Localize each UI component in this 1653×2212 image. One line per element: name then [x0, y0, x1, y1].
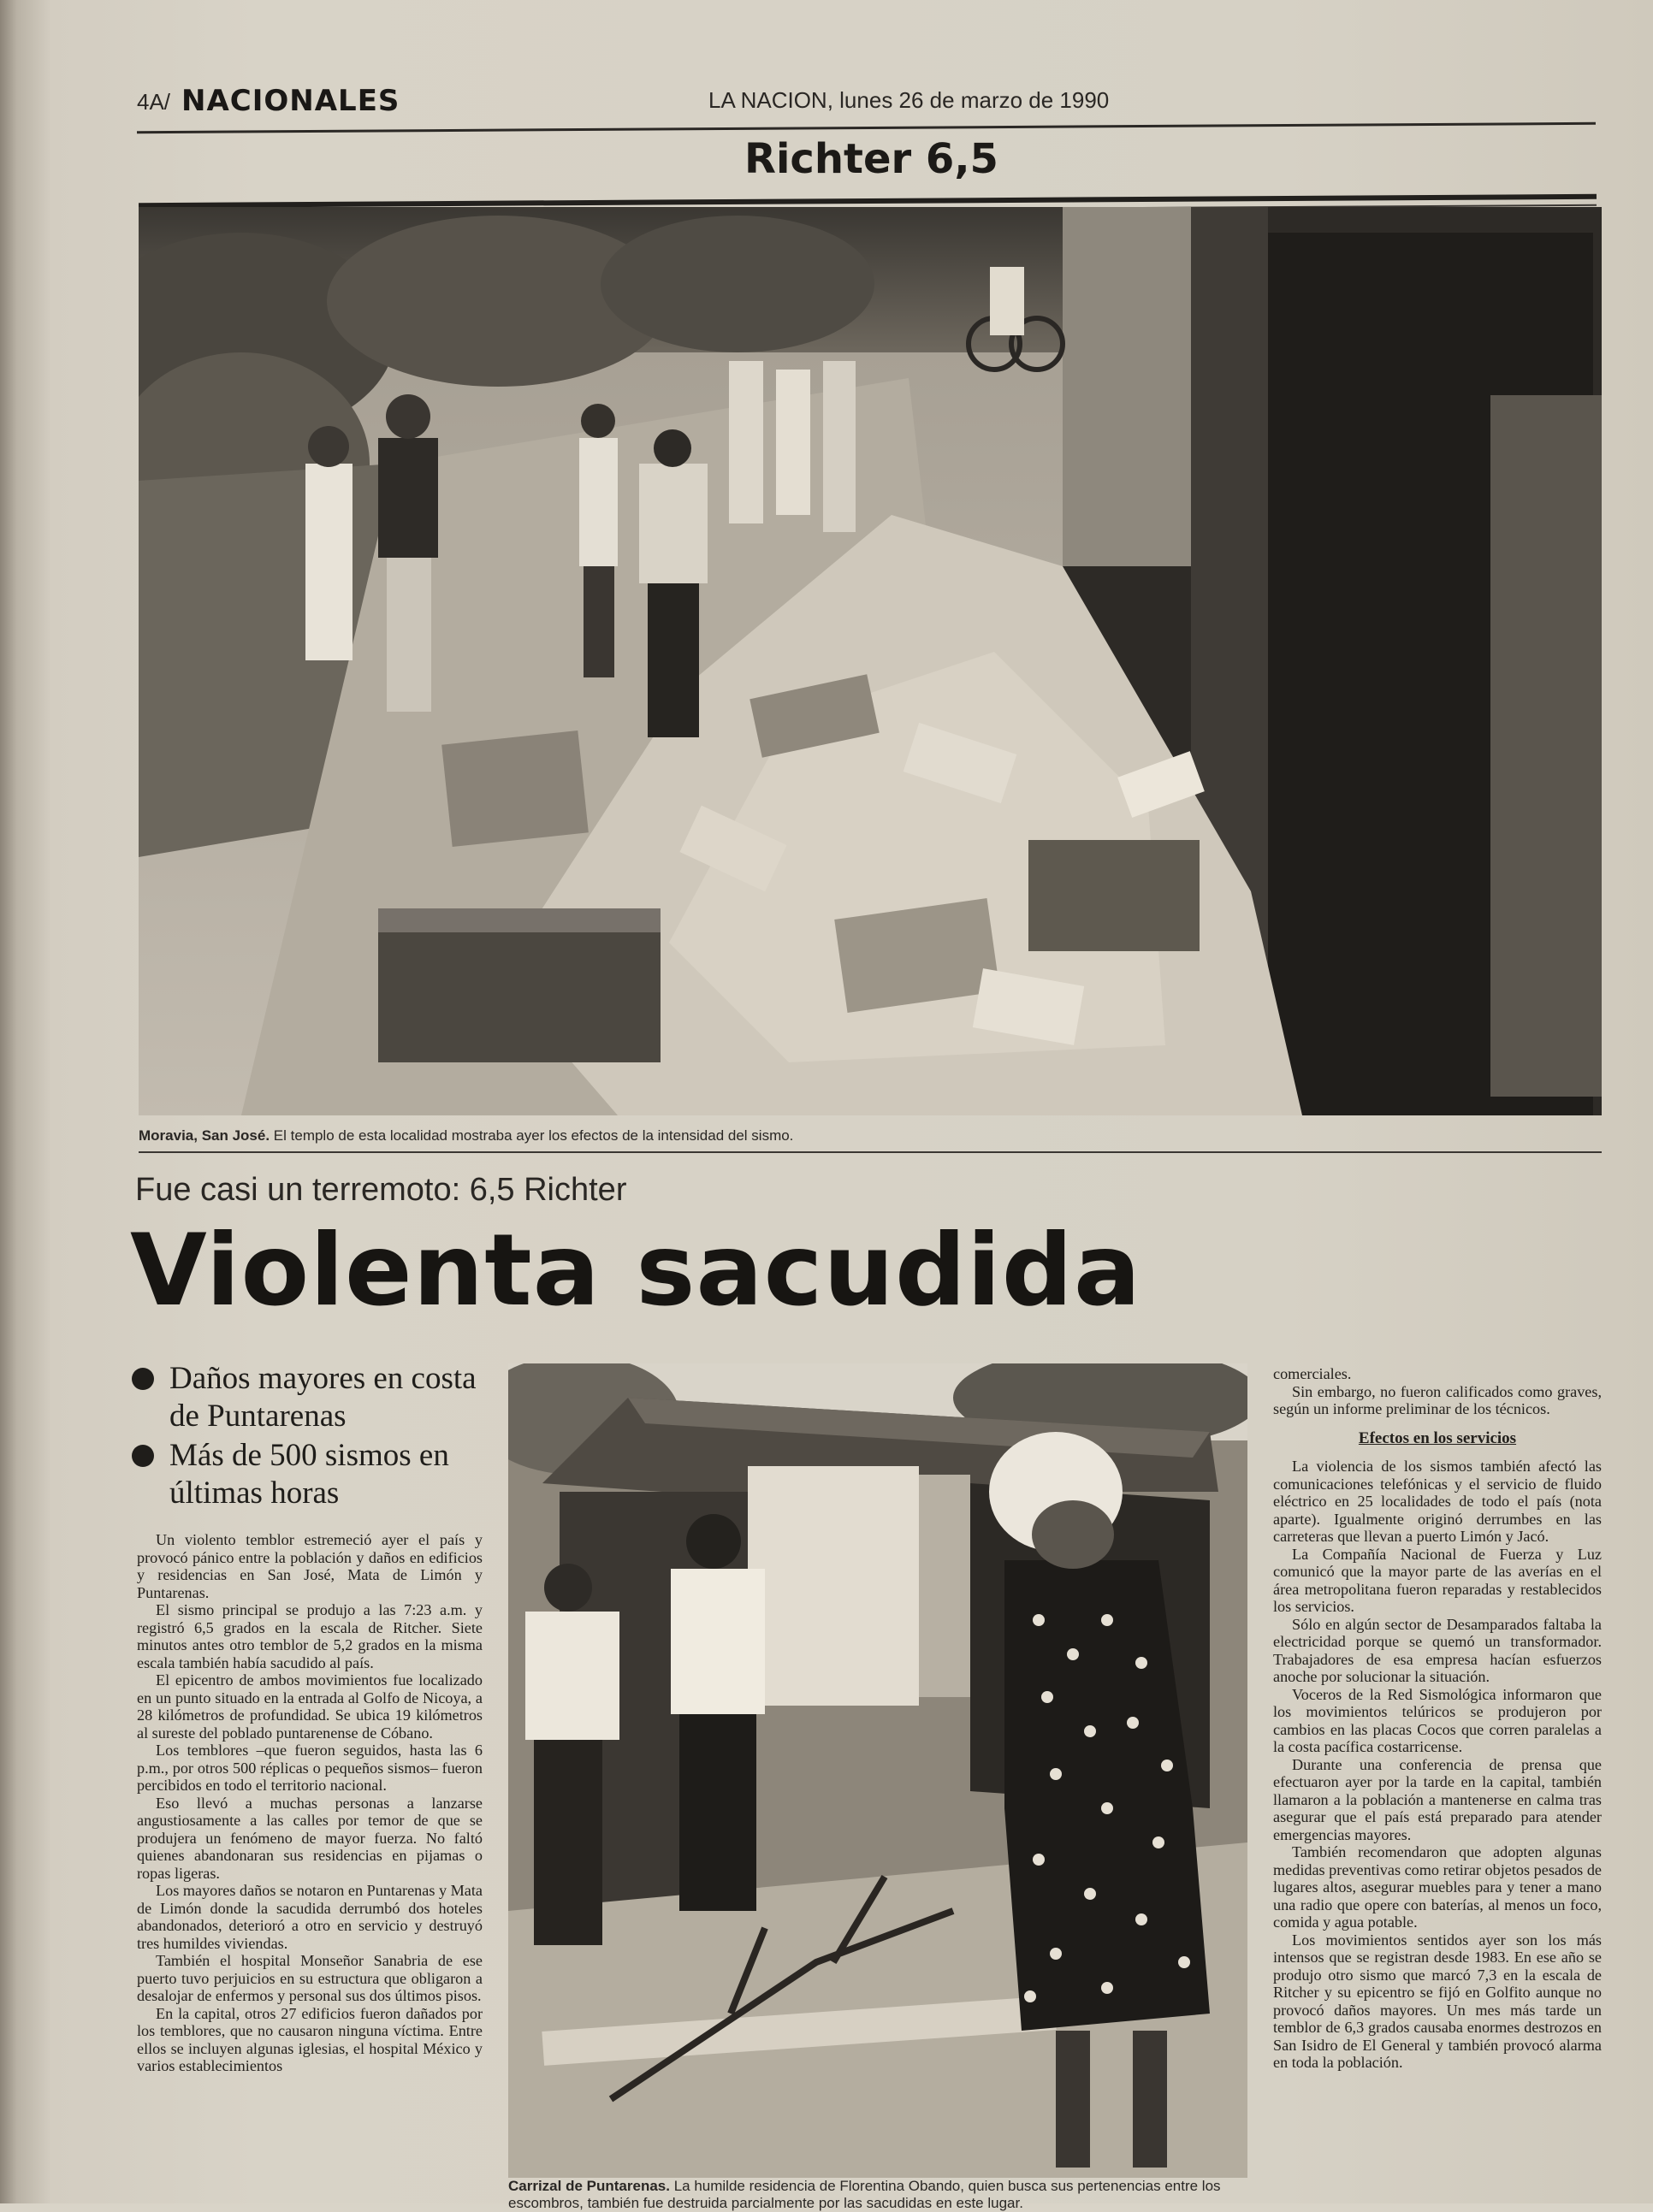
- article-deck: Fue casi un terremoto: 6,5 Richter: [135, 1172, 627, 1208]
- paragraph: Durante una conferencia de prensa que efectuaron ayer por la tarde en la capital, también llamaron a la población a mantenerse en calma tras asegurar que el país está preparado para atender emergencias mayores.: [1273, 1755, 1602, 1843]
- moravia-photo-illustration: [139, 207, 1602, 1115]
- subhead: Efectos en los servicios: [1358, 1428, 1517, 1447]
- carrizal-photo-illustration: [508, 1363, 1247, 2178]
- paragraph: La violencia de los sismos también afectó las comunicaciones telefónicas y el servicio de fluido eléctrico en 25 localidades de todo el país (nota aparte). Igualmente originó derrumbes en las carreteras que llevan a puerto Limón y Jacó.: [1273, 1458, 1602, 1545]
- carrizal-photo-caption: [508, 2178, 1253, 2212]
- carrizal-house-photo: [508, 1363, 1247, 2178]
- paragraph: Voceros de la Red Sismológica informaron que los movimientos telúricos se produjeron por cambios en las placas Cocos que corren paralelas a la costa pacífica costarricense.: [1273, 1685, 1602, 1755]
- paragraph: También recomendaron que adopten algunas medidas preventivas como retirar objetos pesados de lugares altos, asegurar muebles para y tener a mano una radio que opere con baterías, al menos un foco, comida y agua potable.: [1273, 1843, 1602, 1931]
- moravia-church-photo: [139, 207, 1602, 1115]
- paragraph: Los mayores daños se notaron en Puntarenas y Mata de Limón donde la sacudida derrumbó dos hoteles abandonados, deterioró a otro en servicio y destruyó tres humildes viviendas.: [137, 1882, 483, 1952]
- paragraph: Eso llevó a muchas personas a lanzarse angustiosamente a las calles por temor de que se produjera un fenómeno de mayor fuerza. No faltó quienes abandonaran sus residencias en pijamas o ropas ligeras.: [137, 1794, 483, 1882]
- page-number: 4A/: [137, 89, 171, 115]
- article-column-3: [1273, 1365, 1602, 2072]
- paragraph: La Compañía Nacional de Fuerza y Luz comunicó que la mayor parte de las averías en el área metropolitana fueron reparadas y restablecidos los servicios.: [1273, 1545, 1602, 1615]
- paragraph: Sin embargo, no fueron calificados como graves, según un informe preliminar de los técnicos.: [1273, 1382, 1602, 1417]
- caption-text: El templo de esta localidad mostraba ayer los efectos de la intensidad del sismo.: [270, 1127, 794, 1144]
- paragraph: Los movimientos sentidos ayer son los más intensos que se registran desde 1983. En ese año se produjo otro sismo que marcó 7,3 en la escala de Ritcher y su epicentro se fijó en Golfito aunque no provocó daños mayores. Un mes más tarde un temblor de 6,3 grados causaba enormes destrozos en San Isidro de El General y también provocó alarma en toda la población.: [1273, 1931, 1602, 2071]
- moravia-photo-caption: [139, 1127, 1602, 1144]
- paragraph: El epicentro de ambos movimientos fue localizado en un punto situado en la entrada al Golfo de Nicoya, a 28 kilómetros de profundidad. Se ubica 19 kilómetros al sureste del poblado puntarenense de Cóbano.: [137, 1671, 483, 1742]
- caption-rule: [139, 1151, 1602, 1153]
- dateline: LA NACION, lunes 26 de marzo de 1990: [708, 87, 1110, 113]
- paragraph: Un violento temblor estremeció ayer el país y provocó pánico entre la población y daños en edificios y residencias en San José, Mata de Limón y Puntarenas.: [137, 1531, 483, 1601]
- summary-bullet: Daños mayores en costa de Puntarenas: [128, 1360, 505, 1435]
- bullet-dot-icon: [132, 1445, 154, 1467]
- caption-place: Moravia, San José.: [139, 1127, 270, 1144]
- section-title: NACIONALES: [181, 84, 400, 118]
- summary-bullets: [128, 1360, 505, 1514]
- kicker-title: Richter 6,5: [744, 135, 998, 183]
- bullet-dot-icon: [132, 1368, 154, 1390]
- paragraph: El sismo principal se produjo a las 7:23 a.m. y registró 6,5 grados en la escala de Ritcher. Siete minutos antes otro temblor de 5,2 grados en la misma escala también había sacudido al país.: [137, 1601, 483, 1671]
- paragraph: Sólo en algún sector de Desamparados faltaba la electricidad porque se quemó un transformador. Trabajadores de esa empresa hacían esfuerzos anoche por solucionar la situación.: [1273, 1615, 1602, 1685]
- article-headline: Violenta sacudida: [130, 1213, 1142, 1328]
- paragraph: En la capital, otros 27 edificios fueron dañados por los temblores, que no causaron ninguna víctima. Entre ellos se incluyen algunas iglesias, el hospital México y varios establecimientos: [137, 2004, 483, 2074]
- caption-text: La humilde residencia de Florentina Obando, quien busca sus pertenencias entre los escombros, también fue destruida parcialmente por las sacudidas en este lugar.: [508, 2178, 1221, 2211]
- paragraph: comerciales.: [1273, 1365, 1352, 1382]
- summary-bullet: Más de 500 sismos en últimas horas: [128, 1437, 505, 1512]
- article-column-1: [137, 1531, 483, 2075]
- paragraph: Los temblores –que fueron seguidos, hasta las 6 p.m., por otros 500 réplicas o pequeños sismos– fueron percibidos en todo el territorio nacional.: [137, 1742, 483, 1794]
- caption-place: Carrizal de Puntarenas.: [508, 2178, 670, 2194]
- page-header: [137, 84, 1609, 127]
- paragraph: También el hospital Monseñor Sanabria de ese puerto tuvo perjuicios en su estructura que obligaron a desalojar de enfermos y personal sus dos últimos pisos.: [137, 1952, 483, 2004]
